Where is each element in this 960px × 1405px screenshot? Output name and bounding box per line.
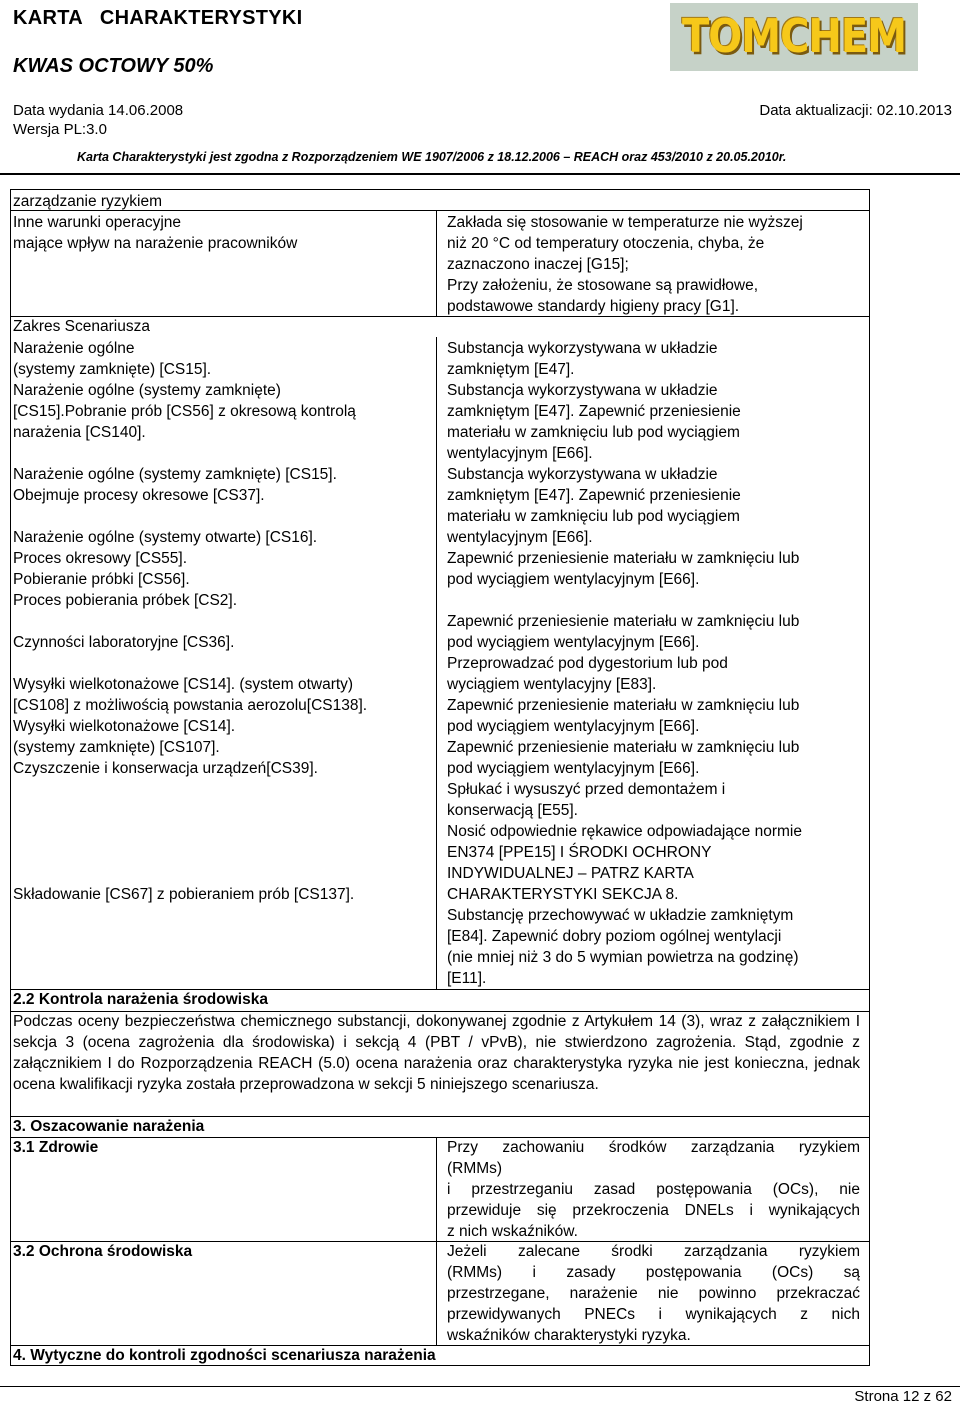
company-logo: TOMCHEM — [670, 3, 918, 71]
scenario-scope-title: Zakres Scenariusza — [13, 318, 150, 335]
header-divider — [0, 173, 960, 175]
version: Wersja PL:3.0 — [13, 121, 107, 138]
exposure-estimation-title: 3. Oszacowanie narażenia — [13, 1118, 205, 1135]
env-control-text: Podczas oceny bezpieczeństwa chemicznego substancji, dokonywanej zgodnie z Artykułem 14 (3), wraz z załącznikiem I sekcja 3 (ocena zagrożenia dla środowiska) i sekcją 4 (PBT / vPvB), nie stwierdzono zagrożenia. Stąd, zgodnie z załącznikiem I do Rozporządzenia REACH (5.0) ocena narażenia oraz charakterystyka ryzyka nie jest konieczna, jednak ocena kwalifikacji ryzyka została przeprowadzona w sekcji 5 niniejszego scenariusza. — [13, 1013, 860, 1093]
row-label: zarządzanie ryzykiem — [13, 193, 163, 210]
update-date: Data aktualizacji: 02.10.2013 — [759, 102, 952, 119]
issue-date: Data wydania 14.06.2008 — [13, 102, 184, 119]
env-protection-text: Jeżeli zalecane środki zarządzania ryzykiem (RMMs) i zasady postępowania (OCs) są przestrzegane, narażenie nie powinno przekraczać przewidywanych PNECs i wynikających z nich wskaźników charakterystyki ryzyka. — [447, 1243, 860, 1344]
regulation-note: Karta Charakterystyki jest zgodna z Rozporządzeniem WE 1907/2006 z 18.12.2006 – REACH oraz 453/2010 z 20.05.2010r. — [77, 150, 787, 164]
scenario-left-column: Narażenie ogólne (systemy zamknięte) [CS15]. Narażenie ogólne (systemy zamknięte) [CS15].Pobranie prób [CS56] z okresową kontrolą narażenia [CS140]. Narażenie ogólne (systemy zamknięte) [CS15]. Obejmuje procesy okresowe [CS37]. Narażenie ogólne (systemy otwarte) [CS16]. Proces okresowy [CS55]. Pobieranie próbki [CS56]. Proces pobierania próbek [CS2]. Czynności laboratoryjne [CS36]. Wysyłki wielkotonażowe [CS14]. (system otwarty) [CS108] z możliwością powstania aerozolu[CS138]. Wysyłki wielkotonażowe [CS14]. (systemy zamknięte) [CS107]. Czyszczenie i konserwacja urządzeń[CS39]. Składowanie [CS67] z pobieraniem prób [CS137]. — [13, 340, 368, 903]
compliance-guidelines-title: 4. Wytyczne do kontroli zgodności scenariusza narażenia — [13, 1347, 436, 1364]
document-title: KARTA CHARAKTERYSTYKI — [13, 7, 303, 29]
footer-divider — [0, 1386, 960, 1387]
col-divider — [436, 210, 437, 316]
env-protection-title: 3.2 Ochrona środowiska — [13, 1243, 193, 1260]
operating-conditions-label: Inne warunki operacyjne mające wpływ na narażenie pracowników — [13, 214, 298, 252]
col-divider — [436, 337, 437, 989]
col-divider — [436, 1137, 437, 1345]
health-title: 3.1 Zdrowie — [13, 1139, 99, 1156]
scenario-right-column: Substancja wykorzystywana w układzie zamkniętym [E47]. Substancja wykorzystywana w układzie zamkniętym [E47]. Zapewnić przeniesienie materiału w zamknięciu lub pod wyciągiem wentylacyjnym [E66]. Substancja wykorzystywana w układzie zamkniętym [E47]. Zapewnić przeniesienie materiału w zamknięciu lub pod wyciągiem wentylacyjnym [E66]. Zapewnić przeniesienie materiału w zamknięciu lub pod wyciągiem wentylacyjnym [E66]. Zapewnić przeniesienie materiału w zamknięciu lub pod wyciągiem wentylacyjnym [E66]. Przeprowadzać pod dygestorium lub pod wyciągiem wentylacyjny [E83]. Zapewnić przeniesienie materiału w zamknięciu lub pod wyciągiem wentylacyjnym [E66]. Zapewnić przeniesienie materiału w zamknięciu lub pod wyciągiem wentylacyjnym [E66]. Spłukać i wysuszyć przed demontażem i konserwacją [E55]. Nosić odpowiednie rękawice odpowiadające normie EN374 [PPE15] I ŚRODKI OCHRONY INDYWIDUALNEJ – PATRZ KARTA CHARAKTERYSTYKI SEKCJA 8. Substancję przechowywać w układzie zamkniętym [E84]. Zapewnić dobry poziom ogólnej wentylacji (nie mniej niż 3 do 5 wymian powietrza na godzinę) [E11]. — [447, 340, 802, 987]
page-number: Strona 12 z 62 — [854, 1388, 952, 1405]
product-name: KWAS OCTOWY 50% — [13, 55, 214, 77]
health-text: Przy zachowaniu środków zarządzania ryzykiem (RMMs) i przestrzeganiu zasad postępowania (OCs), nie przewiduje się przekroczenia DNELs i wynikających z nich wskaźników. — [447, 1139, 860, 1240]
operating-conditions-text: Zakłada się stosowanie w temperaturze nie wyższej niż 20 °C od temperatury otoczenia, chyba, że zaznaczono inaczej [G15]; Przy założeniu, że stosowane są prawidłowe, podstawowe standardy higieny pracy [G1]. — [447, 214, 803, 315]
env-control-title: 2.2 Kontrola narażenia środowiska — [13, 991, 268, 1008]
